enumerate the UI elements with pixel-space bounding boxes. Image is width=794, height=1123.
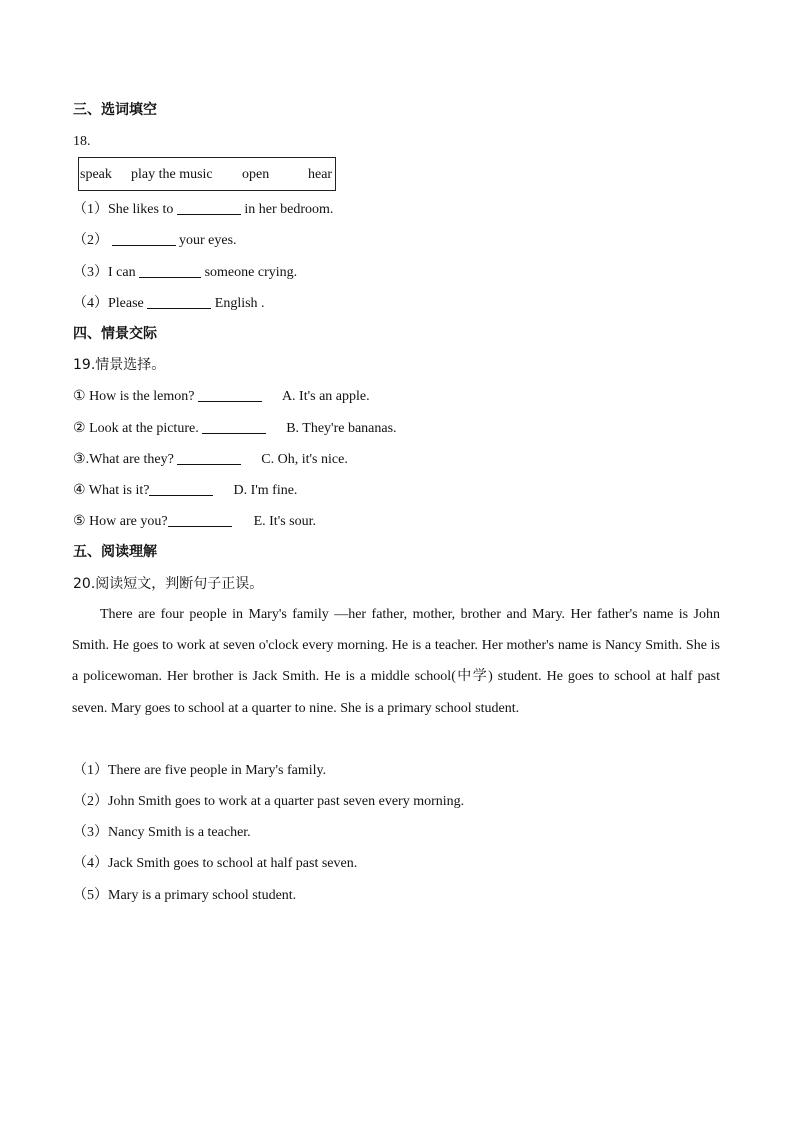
item-mark: ① bbox=[73, 389, 86, 404]
q18-item-4 bbox=[73, 294, 265, 313]
item-label: （3） bbox=[73, 825, 108, 840]
q18-item-1 bbox=[73, 200, 333, 219]
item-label: （1） bbox=[73, 202, 108, 217]
passage-text-cn: 中学 bbox=[455, 668, 489, 685]
item-mark: ⑤ bbox=[73, 514, 86, 529]
item-statement: Jack Smith goes to school at half past seven. bbox=[108, 856, 358, 871]
question-18-number: 18. bbox=[73, 134, 91, 149]
item-option: A. It's an apple. bbox=[281, 389, 370, 404]
item-question: .What are they? bbox=[85, 452, 178, 467]
item-text-after: someone crying. bbox=[201, 265, 298, 280]
section-heading-4: 四、情景交际 bbox=[73, 326, 157, 342]
item-mark: ② bbox=[73, 421, 86, 436]
q20-item-2 bbox=[73, 793, 464, 811]
item-label: （4） bbox=[73, 296, 108, 311]
item-label: （5） bbox=[73, 888, 108, 903]
item-statement: John Smith goes to work at a quarter past seven every morning. bbox=[108, 794, 465, 809]
q18-item-3 bbox=[73, 263, 297, 282]
item-label: （2） bbox=[73, 233, 108, 248]
q20-item-1 bbox=[73, 762, 326, 780]
item-question: Look at the picture. bbox=[85, 421, 203, 436]
item-option: B. They're bananas. bbox=[286, 421, 397, 436]
item-label: （2） bbox=[73, 794, 108, 809]
item-mark: ④ bbox=[73, 483, 86, 498]
item-label: （1） bbox=[73, 763, 108, 778]
item-text-after: your eyes. bbox=[175, 233, 237, 248]
item-option: C. Oh, it's nice. bbox=[261, 452, 348, 467]
item-question: How are you? bbox=[85, 514, 168, 529]
answer-blank[interactable] bbox=[147, 294, 211, 309]
item-text-before: She likes to bbox=[108, 202, 177, 217]
q20-item-4 bbox=[73, 855, 357, 873]
q20-item-3 bbox=[73, 824, 251, 842]
item-option: E. It's sour. bbox=[253, 514, 317, 529]
q19-item-2 bbox=[73, 419, 397, 438]
item-text-before: Please bbox=[108, 296, 148, 311]
item-statement: Mary is a primary school student. bbox=[108, 888, 297, 903]
answer-blank[interactable] bbox=[139, 263, 201, 278]
word-bank-word: speak bbox=[80, 167, 112, 182]
answer-blank[interactable] bbox=[202, 419, 266, 434]
answer-blank[interactable] bbox=[168, 512, 232, 527]
word-bank-word: hear bbox=[308, 167, 333, 182]
item-text-after: English . bbox=[211, 296, 265, 311]
answer-blank[interactable] bbox=[198, 387, 262, 402]
passage-text-b: ) student. He goes to school at half past seven. Mary goes to school at a quarter to nine. She is a primary school student. bbox=[72, 669, 721, 716]
q19-item-4 bbox=[73, 481, 297, 500]
item-option: D. I'm fine. bbox=[233, 483, 298, 498]
section-heading-5: 五、阅读理解 bbox=[73, 544, 157, 560]
q18-item-2 bbox=[73, 231, 237, 250]
answer-blank[interactable] bbox=[112, 231, 176, 246]
item-statement: Nancy Smith is a teacher. bbox=[108, 825, 251, 840]
item-label: （3） bbox=[73, 265, 108, 280]
item-label: （4） bbox=[73, 856, 108, 871]
q19-item-5 bbox=[73, 512, 316, 531]
item-text-after: in her bedroom. bbox=[240, 202, 334, 217]
word-bank-box bbox=[78, 157, 336, 191]
word-bank-word: play the music bbox=[131, 167, 213, 182]
q19-item-3 bbox=[73, 450, 348, 469]
answer-blank[interactable] bbox=[177, 200, 241, 215]
item-statement: There are five people in Mary's family. bbox=[108, 763, 327, 778]
q20-item-5 bbox=[73, 887, 296, 905]
section-heading-3: 三、选词填空 bbox=[73, 102, 157, 118]
passage-text-a: There are four people in Mary's family —her father, mother, brother and Mary. Her father's name is John Smith. He goes to work at seven o'clock every morning. He is a teacher. Her mother's name is Nancy Smith. She is a policewoman. Her brother is Jack Smith. He is a middle school( bbox=[72, 607, 720, 685]
item-text-before: I can bbox=[108, 265, 140, 280]
question-20-title: 20.阅读短文，判断句子正误。 bbox=[73, 576, 264, 592]
reading-passage bbox=[72, 599, 720, 724]
item-mark: ③ bbox=[73, 452, 86, 467]
question-19-title: 19.情景选择。 bbox=[73, 357, 166, 373]
answer-blank[interactable] bbox=[177, 450, 241, 465]
answer-blank[interactable] bbox=[149, 481, 213, 496]
item-question: How is the lemon? bbox=[85, 389, 198, 404]
item-question: What is it? bbox=[85, 483, 150, 498]
word-bank-word: open bbox=[242, 167, 270, 182]
q19-item-1 bbox=[73, 387, 370, 406]
